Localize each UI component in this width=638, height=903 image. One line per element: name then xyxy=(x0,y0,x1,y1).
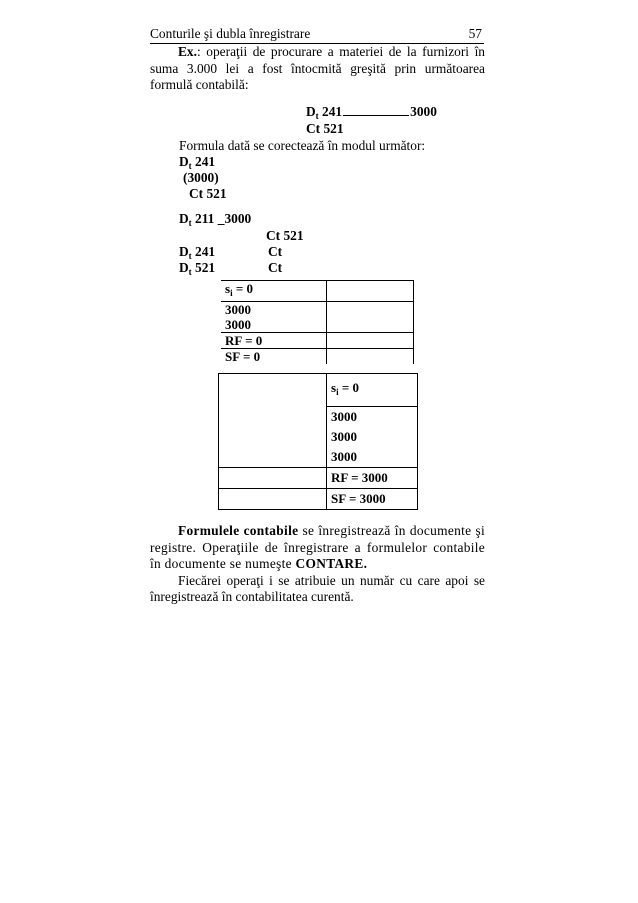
correct-debit: $D_t$ 211 _3000 xyxy=(179,211,252,228)
table-row: 3000 xyxy=(219,447,418,468)
t-account-241-credit: Ct xyxy=(268,244,283,259)
intro-text: : operaţii de procurare a materiei de la furnizori în suma 3.000 lei a fost întocmită greşită prin următoarea formulă contabilă: xyxy=(150,44,485,92)
table-row: $s_i = 0$ xyxy=(221,281,414,302)
closing-paragraph: Formulele contabile se înregistrează în documente şi registre. Operaţiile de înregistrare a formulelor contabile în documente se numeşte CONTARE. Fiecărei operaţi i se atribuie un număr cu care apoi se înregistrează în contabilitatea curentă. xyxy=(150,523,485,604)
wrong-debit-account: 241 xyxy=(322,104,343,119)
table-row: SF = 0 xyxy=(221,349,414,365)
correct-credit: Ct 521 xyxy=(266,228,304,243)
intro-paragraph xyxy=(150,44,485,94)
table-row: RF = 3000 xyxy=(219,468,418,489)
storno-debit: $D_t$ 241 xyxy=(179,154,216,171)
table-row: RF = 0 xyxy=(221,333,414,349)
storno-amount: (3000) xyxy=(183,170,219,185)
table-row: 3000 xyxy=(221,302,414,318)
contare-term: CONTARE. xyxy=(295,556,368,571)
wrong-formula-debit: $D_t$ 241 3000 xyxy=(306,104,437,121)
wrong-formula-credit: Ct 521 xyxy=(306,121,344,136)
t-account-241-label: $D_t$ 241 xyxy=(179,244,216,261)
numbering-paragraph: Fiecărei operaţi i se atribuie un număr cu care apoi se înregistrează în contabilitatea curentă. xyxy=(150,572,485,604)
example-label: Ex. xyxy=(178,44,197,59)
formula-line xyxy=(343,104,409,116)
t-account-521-credit: Ct xyxy=(268,260,283,275)
wrong-amount: 3000 xyxy=(410,104,437,119)
page-number: 57 xyxy=(468,26,482,41)
table-row: 3000 xyxy=(221,317,414,333)
t-account-241-table xyxy=(221,280,414,364)
table-row: 3000 xyxy=(219,407,418,428)
table-row: SF = 3000 xyxy=(219,489,418,510)
t-account-521-label: $D_t$ 521 xyxy=(179,260,216,277)
chapter-title: Conturile şi dubla înregistrare xyxy=(150,26,311,41)
correct-amount: _3000 xyxy=(217,211,252,226)
page-header xyxy=(150,26,484,44)
storno-credit: Ct 521 xyxy=(189,186,227,201)
table-row: $s_i = 0$ xyxy=(219,374,418,407)
table-row: 3000 xyxy=(219,427,418,447)
t-account-521-table xyxy=(218,373,418,510)
correction-intro: Formula dată se corectează în modul următor: xyxy=(179,138,426,153)
formule-contabile-term: Formulele contabile xyxy=(178,523,299,538)
